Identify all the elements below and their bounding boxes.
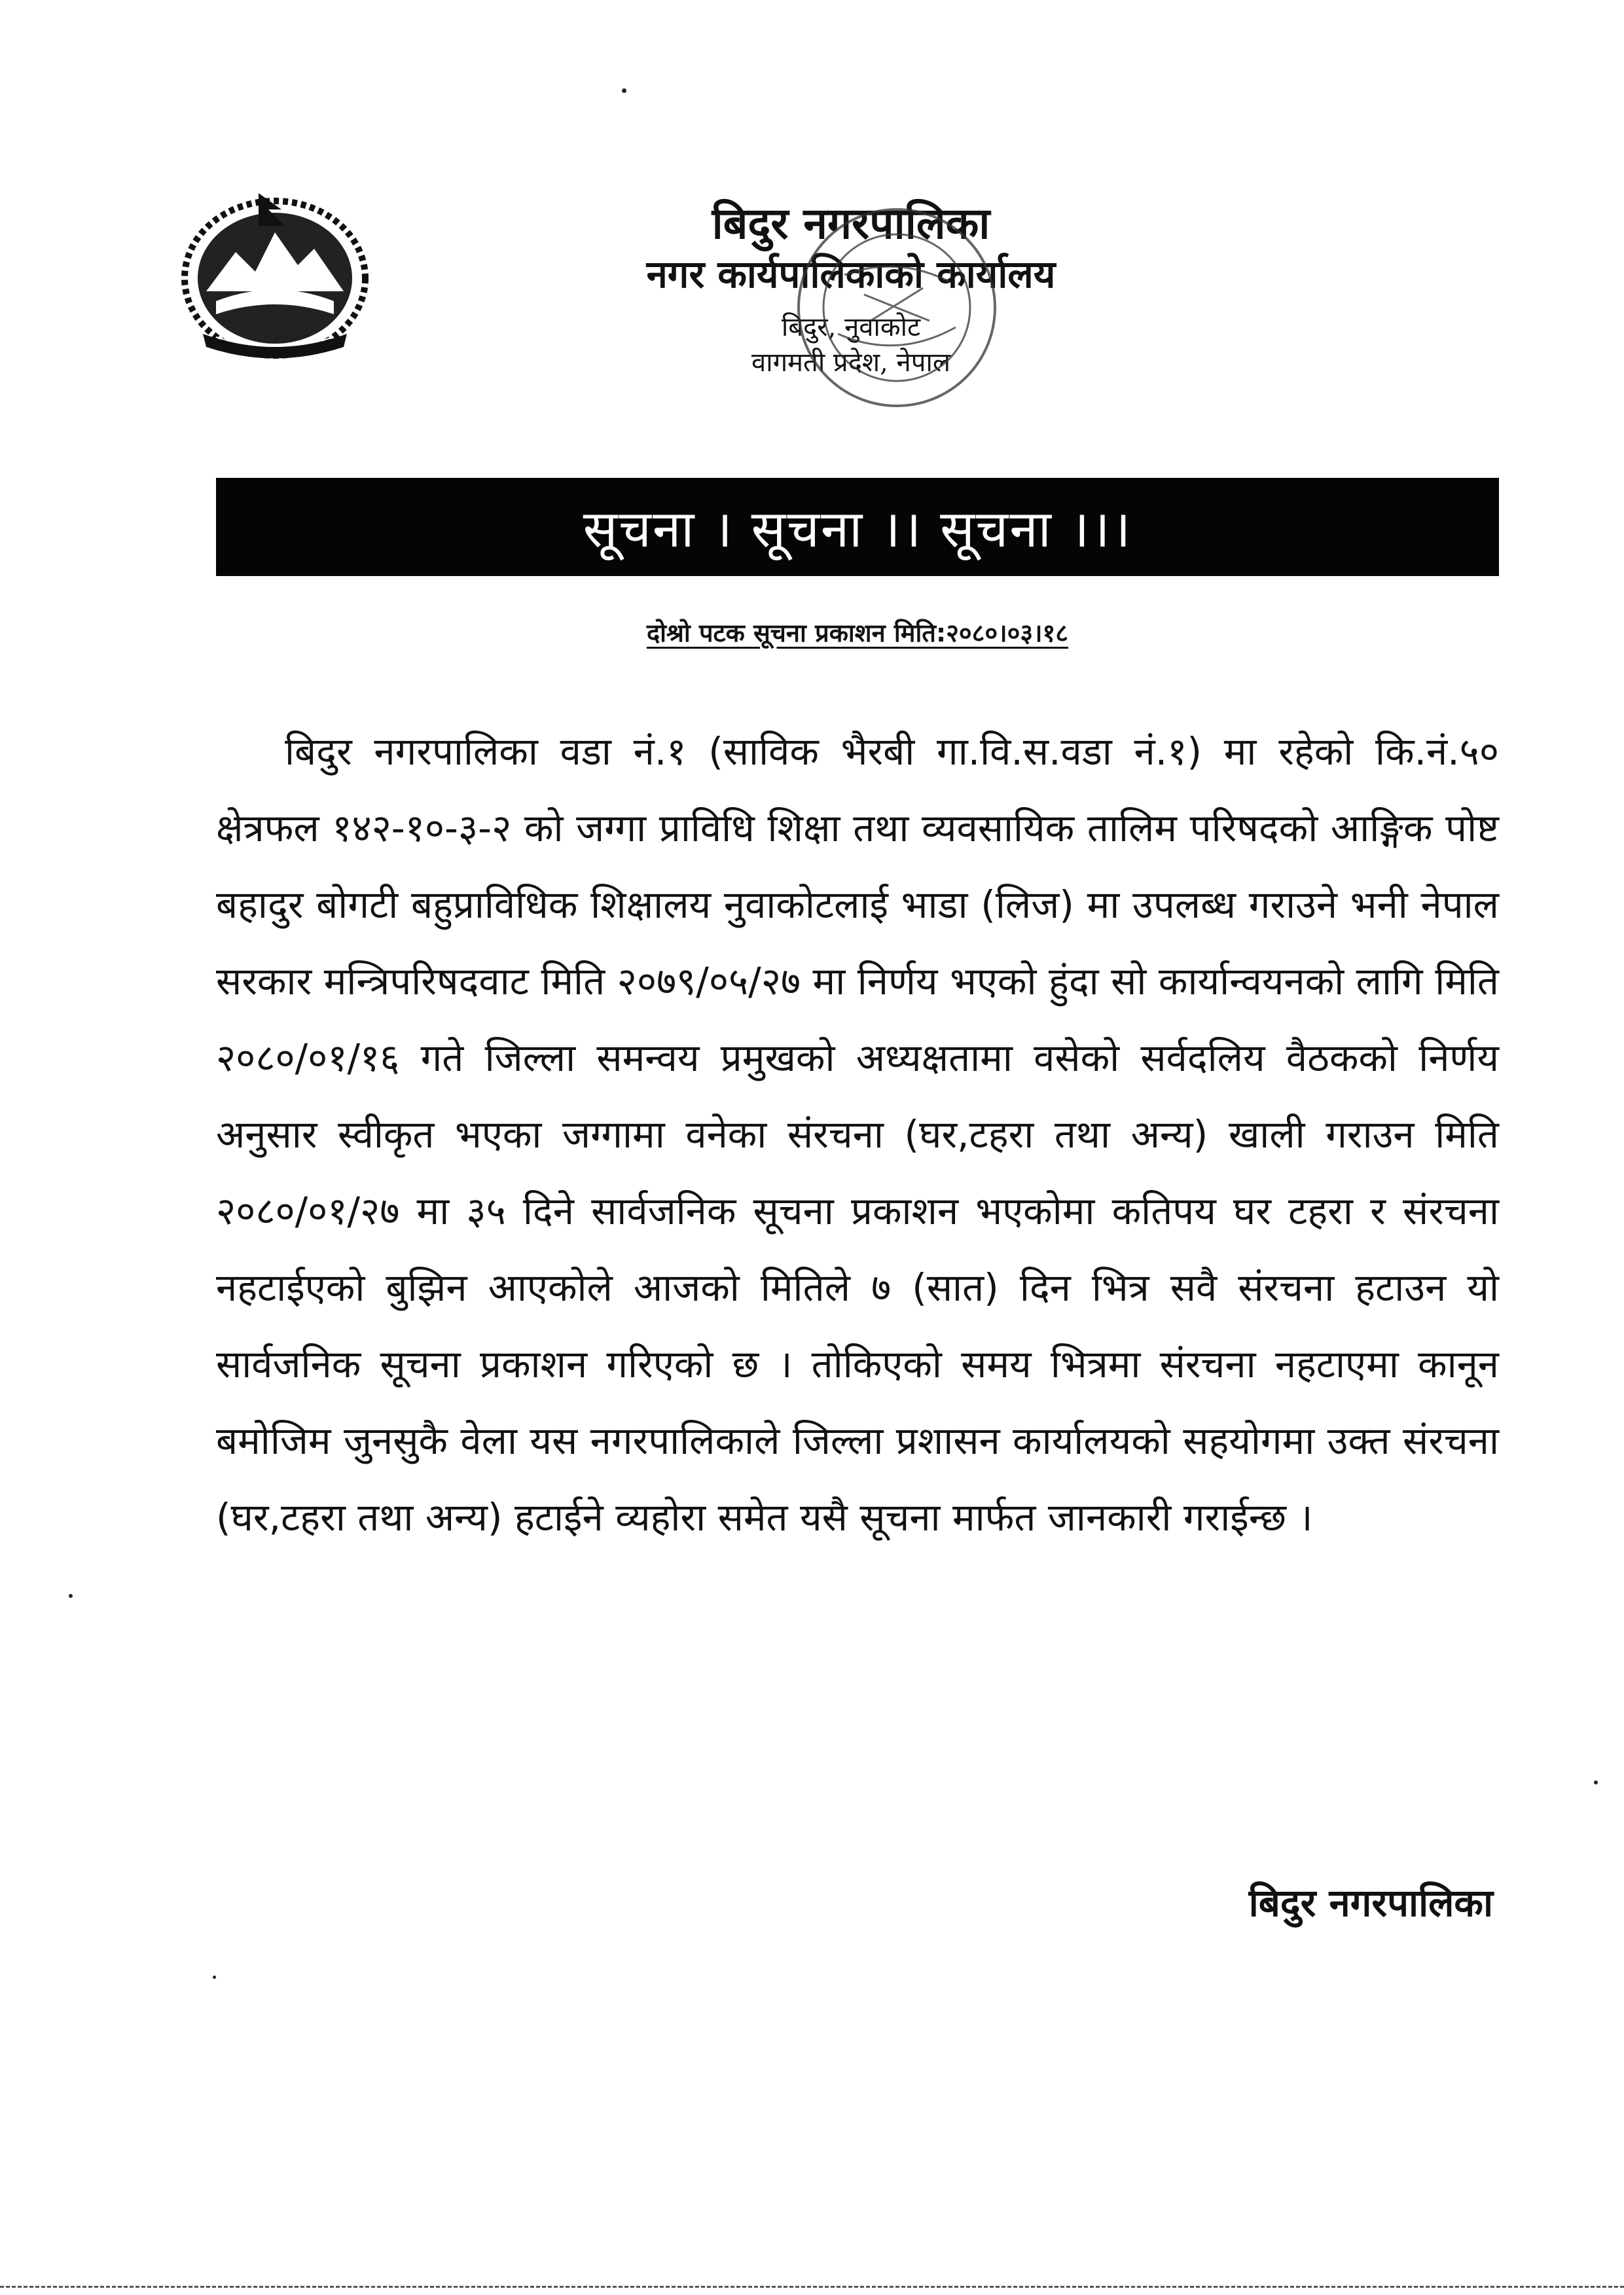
scan-speck — [69, 1594, 73, 1598]
address-line-1: बिदुर, नुवाकोट — [781, 312, 921, 342]
organization-name: बिदुर नगरपालिका — [712, 198, 990, 249]
office-seal-stamp-icon — [713, 196, 1080, 445]
notice-banner — [216, 478, 1499, 576]
signature-block: बिदुर नगरपालिका — [1248, 1881, 1493, 1925]
address-line-2: वागमती प्रदेश, नेपाल — [751, 348, 950, 378]
office-name: नगर कार्यपालिकाको कार्यालय — [646, 251, 1056, 297]
scan-edge-line — [0, 2286, 1624, 2288]
notice-banner-title: सूचना । सूचना ।। सूचना ।।। — [583, 500, 1132, 559]
scan-speck — [213, 1976, 216, 1979]
notice-body-paragraph: बिदुर नगरपालिका वडा नं.१ (साविक भैरबी गा.वि.स.वडा नं.१) मा रहेको कि.नं.५० क्षेत्रफल १४२-१०-३-२ को जग्गा प्राविधि शिक्षा तथा व्यवसायिक तालिम परिषदको आङ्गिक पोष्ट बहादुर बोगटी बहुप्राविधिक शिक्षालय नुवाकोटलाई भाडा (लिज) मा उपलब्ध गराउने भनी नेपाल सरकार मन्त्रिपरिषदवाट मिति २०७९/०५/२७ मा निर्णय भएको हुंदा सो कार्यान्वयनको लागि मिति २०८०/०१/१६ गते जिल्ला समन्वय प्रमुखको अध्यक्षतामा वसेको सर्वदलिय वैठकको निर्णय अनुसार स्वीकृत भएका जग्गामा वनेका संरचना (घर,टहरा तथा अन्य) खाली गराउन मिति २०८०/०१/२७ मा ३५ दिने सार्वजनिक सूचना प्रकाशन भएकोमा कतिपय घर टहरा र संरचना नहटाईएको बुझिन आएकोले आजको मितिले ७ (सात) दिन भित्र सवै संरचना हटाउन यो सार्वजनिक सूचना प्रकाशन गरिएको छ । तोकिएको समय भित्रमा संरचना नहटाएमा कानून बमोजिम जुनसुकै वेला यस नगरपालिकाले जिल्ला प्रशासन कार्यालयको सहयोगमा उक्त संरचना (घर,टहरा तथा अन्य) हटाईने व्यहोरा समेत यसै सूचना मार्फत जानकारी गराईन्छ । — [216, 729, 1499, 1540]
publication-date-heading: दोश्रो पटक सूचना प्रकाशन मिति:२०८०।०३।१८ — [646, 619, 1069, 647]
scan-speck — [1594, 1780, 1598, 1784]
nepal-government-emblem-icon — [177, 180, 373, 363]
scan-speck — [622, 88, 626, 93]
